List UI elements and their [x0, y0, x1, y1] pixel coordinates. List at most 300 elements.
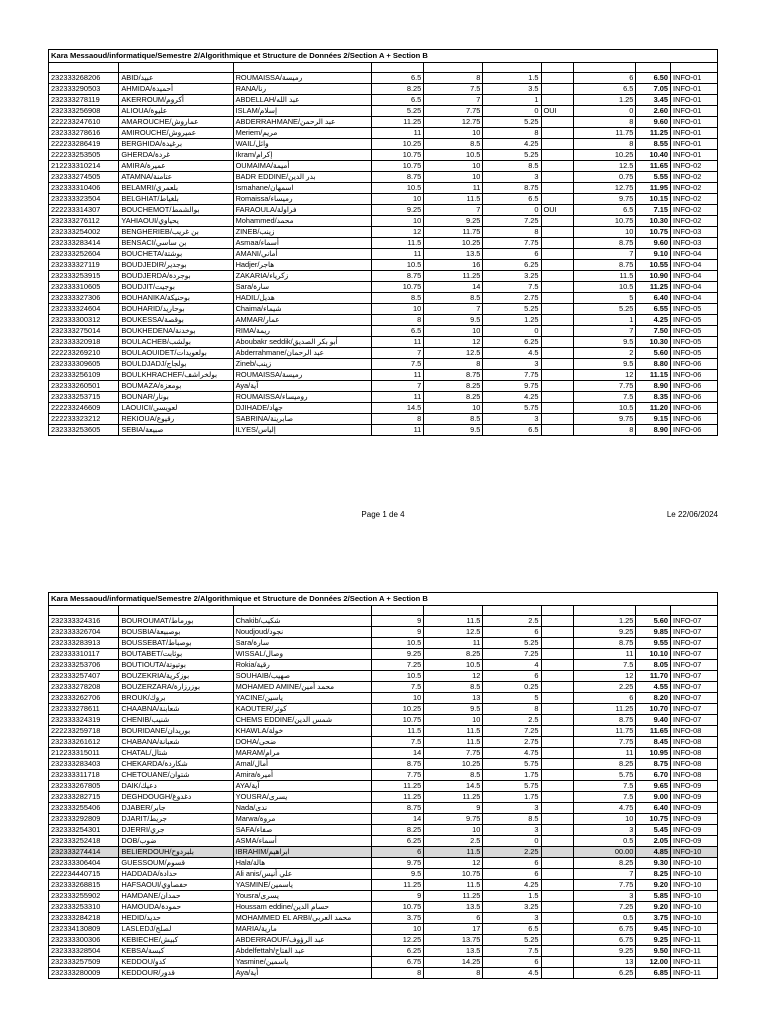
cell-final-average: 9.60 [636, 238, 671, 249]
cell-score-1: 10.25 [372, 704, 424, 715]
cell-score-4: 6.75 [574, 935, 636, 946]
cell-score-2: 10 [424, 715, 483, 726]
cell-score-2: 9.75 [424, 814, 483, 825]
cell-flag [541, 117, 574, 128]
cell-student-id: 212233310214 [49, 161, 119, 172]
cell-student-id: 222233246609 [49, 403, 119, 414]
cell-score-2: 9.5 [424, 315, 483, 326]
cell-score-4: 7.75 [574, 737, 636, 748]
cell-score-2: 8.25 [424, 392, 483, 403]
cell-flag [541, 139, 574, 150]
table-row [49, 627, 718, 638]
cell-score-2: 10.25 [424, 759, 483, 770]
cell-score-3: 0 [483, 106, 541, 117]
cell-final-average: 2.60 [636, 106, 671, 117]
cell-score-3: 7.75 [483, 238, 541, 249]
cell-first-name: Amal/أمال [233, 759, 372, 770]
cell-first-name: ROUMAISSA/رميسة [233, 73, 372, 84]
cell-last-name: BOUHARID/بوحاريد [119, 304, 233, 315]
cell-group: INFO-07 [671, 627, 718, 638]
cell-score-4: 6.75 [574, 924, 636, 935]
table-row [49, 106, 718, 117]
cell-last-name: CHATAL/شتال [119, 748, 233, 759]
cell-score-3: 5.25 [483, 935, 541, 946]
cell-last-name: BELGHIAT/بلغياط [119, 194, 233, 205]
cell-score-2: 13.5 [424, 249, 483, 260]
cell-final-average: 7.50 [636, 326, 671, 337]
cell-flag [541, 726, 574, 737]
cell-score-3: 0 [483, 326, 541, 337]
cell-student-id: 232333327119 [49, 260, 119, 271]
cell-flag [541, 660, 574, 671]
cell-last-name: KEDDOU/كدو [119, 957, 233, 968]
cell-score-4: 0.75 [574, 172, 636, 183]
cell-final-average: 9.55 [636, 638, 671, 649]
cell-first-name: Abderrahmane/عبد الرحمان [233, 348, 372, 359]
cell-last-name: CHETOUANE/شتوان [119, 770, 233, 781]
cell-score-1: 10.75 [372, 902, 424, 913]
cell-score-1: 11 [372, 337, 424, 348]
cell-score-3: 5 [483, 693, 541, 704]
cell-flag [541, 880, 574, 891]
cell-first-name: Amira/أميرة [233, 770, 372, 781]
cell-final-average: 8.90 [636, 425, 671, 436]
cell-score-2: 10 [424, 403, 483, 414]
cell-score-3: 1.5 [483, 891, 541, 902]
cell-flag [541, 183, 574, 194]
cell-score-3: 3 [483, 172, 541, 183]
cell-score-2: 8.25 [424, 381, 483, 392]
cell-score-3: 9.75 [483, 381, 541, 392]
cell-student-id: 222233323212 [49, 414, 119, 425]
cell-last-name: ABID/عبيد [119, 73, 233, 84]
table-row [49, 238, 718, 249]
cell-first-name: AMANI/أماني [233, 249, 372, 260]
cell-score-4: 8 [574, 425, 636, 436]
cell-score-2: 11.5 [424, 880, 483, 891]
cell-score-4: 12.5 [574, 161, 636, 172]
cell-flag [541, 337, 574, 348]
cell-first-name: RIMA/ريمة [233, 326, 372, 337]
table-row [49, 737, 718, 748]
cell-final-average: 8.45 [636, 737, 671, 748]
table-row [49, 715, 718, 726]
cell-score-1: 9 [372, 627, 424, 638]
cell-flag [541, 825, 574, 836]
cell-first-name: Aya/آية [233, 381, 372, 392]
cell-group: INFO-10 [671, 924, 718, 935]
cell-score-3: 6.25 [483, 260, 541, 271]
cell-score-3: 2.75 [483, 737, 541, 748]
cell-score-2: 12.5 [424, 627, 483, 638]
cell-score-3: 6 [483, 869, 541, 880]
cell-group: INFO-07 [671, 660, 718, 671]
cell-score-1: 10.5 [372, 638, 424, 649]
cell-score-3: 2.5 [483, 715, 541, 726]
cell-score-1: 5.25 [372, 106, 424, 117]
cell-group: INFO-10 [671, 902, 718, 913]
cell-last-name: ALIOUA/عليوة [119, 106, 233, 117]
table-row [49, 726, 718, 737]
cell-first-name: YASMINE/ياسمين [233, 880, 372, 891]
cell-student-id: 232333252604 [49, 249, 119, 260]
cell-score-1: 8.75 [372, 172, 424, 183]
cell-last-name: REKIOUA/رقيوع [119, 414, 233, 425]
cell-student-id: 232333253310 [49, 902, 119, 913]
table-row [49, 693, 718, 704]
table-row [49, 205, 718, 216]
cell-flag [541, 128, 574, 139]
cell-score-4: 6 [574, 73, 636, 84]
cell-flag [541, 715, 574, 726]
cell-score-3: 5.25 [483, 304, 541, 315]
cell-student-id: 222233259718 [49, 726, 119, 737]
cell-score-1: 11 [372, 392, 424, 403]
cell-score-2: 8.25 [424, 649, 483, 660]
cell-score-3: 6.5 [483, 194, 541, 205]
cell-last-name: DJERRI/جري [119, 825, 233, 836]
cell-score-1: 11.5 [372, 238, 424, 249]
cell-first-name: WISSAL/وصال [233, 649, 372, 660]
cell-score-1: 7.5 [372, 737, 424, 748]
cell-student-id: 232333282715 [49, 792, 119, 803]
cell-final-average: 11.20 [636, 403, 671, 414]
cell-score-4: 6.5 [574, 84, 636, 95]
cell-final-average: 5.45 [636, 825, 671, 836]
cell-score-4: 11.5 [574, 271, 636, 282]
cell-score-4: 13 [574, 957, 636, 968]
cell-score-3: 3 [483, 414, 541, 425]
cell-score-1: 11.25 [372, 792, 424, 803]
cell-score-1: 8.25 [372, 825, 424, 836]
cell-flag [541, 359, 574, 370]
table-row [49, 271, 718, 282]
cell-group: INFO-05 [671, 304, 718, 315]
cell-student-id: 232333252418 [49, 836, 119, 847]
cell-score-3: 4.25 [483, 880, 541, 891]
cell-flag [541, 869, 574, 880]
cell-final-average: 8.90 [636, 381, 671, 392]
cell-score-3: 5.25 [483, 117, 541, 128]
table-row [49, 381, 718, 392]
cell-final-average: 11.65 [636, 161, 671, 172]
cell-score-4: 00.00 [574, 847, 636, 858]
cell-flag [541, 803, 574, 814]
cell-last-name: DAIK/دعيك [119, 781, 233, 792]
cell-first-name: Marwa/مروة [233, 814, 372, 825]
cell-flag [541, 935, 574, 946]
cell-final-average: 5.55 [636, 172, 671, 183]
cell-student-id: 232333284218 [49, 913, 119, 924]
cell-last-name: BOUCHEMOT/بوالشمط [119, 205, 233, 216]
cell-score-1: 10 [372, 693, 424, 704]
cell-score-1: 11.5 [372, 726, 424, 737]
cell-flag [541, 682, 574, 693]
cell-first-name: ROUMAISSA/روميساء [233, 392, 372, 403]
cell-score-4: 8.25 [574, 858, 636, 869]
cell-score-4: 9.25 [574, 946, 636, 957]
cell-last-name: BOUSBIA/بوصبيعة [119, 627, 233, 638]
cell-first-name: IBRAHIM/ابراهيم [233, 847, 372, 858]
cell-score-2: 13.5 [424, 902, 483, 913]
cell-flag [541, 227, 574, 238]
cell-score-4: 2 [574, 348, 636, 359]
cell-last-name: BOUSSEBAT/بوصباط [119, 638, 233, 649]
cell-score-1: 6.5 [372, 326, 424, 337]
cell-group: INFO-02 [671, 161, 718, 172]
cell-score-3: 5.75 [483, 759, 541, 770]
cell-student-id: 232333253706 [49, 660, 119, 671]
table-row [49, 792, 718, 803]
cell-score-2: 10.5 [424, 660, 483, 671]
cell-score-3: 6.5 [483, 924, 541, 935]
cell-final-average: 9.25 [636, 935, 671, 946]
cell-flag [541, 649, 574, 660]
cell-last-name: HAFSAOUI/حفصاوي [119, 880, 233, 891]
cell-student-id: 232333255902 [49, 891, 119, 902]
cell-score-2: 10.5 [424, 150, 483, 161]
cell-last-name: BOULDJADJ/بولجاج [119, 359, 233, 370]
table-row [49, 924, 718, 935]
cell-score-3: 5.75 [483, 403, 541, 414]
cell-group: INFO-09 [671, 825, 718, 836]
cell-final-average: 9.00 [636, 792, 671, 803]
cell-group: INFO-08 [671, 726, 718, 737]
cell-score-2: 12.75 [424, 117, 483, 128]
cell-first-name: Yasmine/ياسمين [233, 957, 372, 968]
cell-first-name: Asmaa/أسماء [233, 238, 372, 249]
cell-score-2: 8 [424, 968, 483, 979]
cell-student-id: 232333327306 [49, 293, 119, 304]
cell-score-2: 10 [424, 172, 483, 183]
cell-score-2: 16 [424, 260, 483, 271]
cell-score-3: 8.5 [483, 814, 541, 825]
cell-first-name: ABDERRAOUF/عبد الرؤوف [233, 935, 372, 946]
cell-final-average: 9.45 [636, 924, 671, 935]
cell-last-name: BOUZERZARA/بوزرزارة [119, 682, 233, 693]
cell-score-4: 7.5 [574, 781, 636, 792]
cell-last-name: DEGHDOUGH/دغدوغ [119, 792, 233, 803]
cell-group: INFO-10 [671, 858, 718, 869]
cell-last-name: BOURIDANE/بوريدان [119, 726, 233, 737]
cell-first-name: Romaissa/رميساء [233, 194, 372, 205]
cell-group: INFO-02 [671, 183, 718, 194]
print-date: Le 22/06/2024 [666, 510, 718, 519]
cell-final-average: 8.55 [636, 139, 671, 150]
cell-final-average: 10.70 [636, 704, 671, 715]
cell-score-4: 10.5 [574, 403, 636, 414]
cell-flag [541, 957, 574, 968]
cell-score-3: 2.25 [483, 847, 541, 858]
table-row [49, 293, 718, 304]
cell-score-3: 2.5 [483, 616, 541, 627]
cell-last-name: HADDADA/حدادة [119, 869, 233, 880]
cell-score-2: 11.5 [424, 726, 483, 737]
cell-score-2: 9 [424, 803, 483, 814]
cell-first-name: Hala/هالة [233, 858, 372, 869]
cell-flag [541, 326, 574, 337]
cell-first-name: DJIHADE/جهاد [233, 403, 372, 414]
cell-score-3: 6 [483, 249, 541, 260]
cell-score-3: 1.75 [483, 792, 541, 803]
cell-first-name: ZINEB/زينب [233, 227, 372, 238]
cell-score-2: 11.25 [424, 271, 483, 282]
cell-student-id: 232333267805 [49, 781, 119, 792]
cell-score-1: 6.25 [372, 836, 424, 847]
cell-flag [541, 370, 574, 381]
cell-student-id: 222233314307 [49, 205, 119, 216]
cell-last-name: AMIRA/عميرة [119, 161, 233, 172]
cell-first-name: BADR EDDINE/بدر الدين [233, 172, 372, 183]
cell-score-2: 11.25 [424, 891, 483, 902]
cell-first-name: Mohammed/محمد [233, 216, 372, 227]
cell-last-name: BOUKESSA/بوقصة [119, 315, 233, 326]
cell-score-1: 14.5 [372, 403, 424, 414]
cell-last-name: BOUDJIT/بوجيت [119, 282, 233, 293]
cell-student-id: 232333256109 [49, 370, 119, 381]
cell-score-4: 10.5 [574, 282, 636, 293]
cell-score-4: 10.25 [574, 150, 636, 161]
cell-flag [541, 249, 574, 260]
cell-score-1: 10.75 [372, 282, 424, 293]
table-row [49, 183, 718, 194]
cell-score-1: 6.5 [372, 73, 424, 84]
cell-group: INFO-02 [671, 205, 718, 216]
cell-first-name: WAIL/وائل [233, 139, 372, 150]
table-row [49, 161, 718, 172]
table-row [49, 682, 718, 693]
table-row [49, 946, 718, 957]
cell-score-3: 3 [483, 359, 541, 370]
table-row [49, 781, 718, 792]
cell-final-average: 10.75 [636, 814, 671, 825]
cell-score-3: 6.5 [483, 425, 541, 436]
cell-first-name: KHAWLA/خولة [233, 726, 372, 737]
cell-final-average: 9.50 [636, 946, 671, 957]
cell-student-id: 232333260501 [49, 381, 119, 392]
cell-score-1: 7 [372, 381, 424, 392]
cell-group: INFO-06 [671, 392, 718, 403]
cell-score-4: 6 [574, 693, 636, 704]
cell-score-2: 14 [424, 282, 483, 293]
cell-score-4: 12 [574, 671, 636, 682]
cell-flag [541, 836, 574, 847]
cell-student-id: 232333290503 [49, 84, 119, 95]
cell-flag [541, 172, 574, 183]
cell-score-1: 6.75 [372, 957, 424, 968]
cell-student-id: 232333276112 [49, 216, 119, 227]
cell-flag [541, 858, 574, 869]
cell-score-4: 7.25 [574, 902, 636, 913]
cell-first-name: FARAOULA/فراولة [233, 205, 372, 216]
cell-student-id: 232333323504 [49, 194, 119, 205]
cell-flag [541, 627, 574, 638]
cell-score-4: 8 [574, 117, 636, 128]
cell-group: INFO-11 [671, 946, 718, 957]
cell-flag [541, 902, 574, 913]
cell-student-id: 232333253915 [49, 271, 119, 282]
cell-score-1: 10.5 [372, 671, 424, 682]
cell-group: INFO-04 [671, 260, 718, 271]
cell-score-3: 8.5 [483, 161, 541, 172]
cell-score-4: 5 [574, 293, 636, 304]
cell-score-1: 11 [372, 249, 424, 260]
cell-score-1: 9.75 [372, 858, 424, 869]
page-1-table [48, 49, 718, 436]
cell-score-2: 12 [424, 671, 483, 682]
cell-final-average: 5.85 [636, 891, 671, 902]
cell-group: INFO-11 [671, 968, 718, 979]
cell-score-2: 11.5 [424, 194, 483, 205]
cell-score-4: 8 [574, 139, 636, 150]
cell-last-name: LASLEDJ/لصلج [119, 924, 233, 935]
cell-score-3: 3.25 [483, 902, 541, 913]
cell-student-id: 232333292809 [49, 814, 119, 825]
cell-final-average: 10.10 [636, 649, 671, 660]
cell-student-id: 232333324604 [49, 304, 119, 315]
cell-score-2: 13.5 [424, 946, 483, 957]
cell-student-id: 232333257407 [49, 671, 119, 682]
table-row [49, 73, 718, 84]
cell-first-name: MOHAMMED EL ARBI/محمد العربي [233, 913, 372, 924]
cell-student-id: 232333274414 [49, 847, 119, 858]
cell-score-2: 8.75 [424, 370, 483, 381]
cell-first-name: SABRINA/صابرينة [233, 414, 372, 425]
cell-student-id: 232333311718 [49, 770, 119, 781]
cell-score-3: 7.25 [483, 726, 541, 737]
cell-last-name: GUESSOUM/قسوم [119, 858, 233, 869]
cell-student-id: 222233286419 [49, 139, 119, 150]
cell-group: INFO-01 [671, 95, 718, 106]
cell-score-3: 6.25 [483, 337, 541, 348]
cell-group: INFO-06 [671, 425, 718, 436]
cell-score-4: 12.75 [574, 183, 636, 194]
cell-final-average: 10.75 [636, 227, 671, 238]
cell-score-1: 6.25 [372, 946, 424, 957]
cell-flag [541, 671, 574, 682]
cell-group: INFO-06 [671, 403, 718, 414]
cell-first-name: Nada/ندى [233, 803, 372, 814]
cell-last-name: BELAMRI/بلعمري [119, 183, 233, 194]
cell-group: INFO-08 [671, 759, 718, 770]
cell-student-id: 232333306404 [49, 858, 119, 869]
cell-final-average: 8.35 [636, 392, 671, 403]
table-row [49, 902, 718, 913]
cell-score-3: 0 [483, 205, 541, 216]
cell-score-1: 8.25 [372, 84, 424, 95]
cell-group: INFO-07 [671, 704, 718, 715]
table-row [49, 304, 718, 315]
sheet-title: Kara Messaoud/informatique/Semestre 2/Algorithmique et Structure de Données 2/Section A + Section B [49, 50, 718, 63]
table-row [49, 95, 718, 106]
cell-score-1: 10.75 [372, 715, 424, 726]
cell-student-id: 232333274505 [49, 172, 119, 183]
cell-score-2: 12.5 [424, 348, 483, 359]
cell-final-average: 6.50 [636, 73, 671, 84]
cell-last-name: BOULAOUIDET/بولعويدات [119, 348, 233, 359]
table-row [49, 249, 718, 260]
cell-score-1: 9.25 [372, 649, 424, 660]
cell-first-name: YOUSRA/يسرى [233, 792, 372, 803]
cell-first-name: SAFA/صفاء [233, 825, 372, 836]
cell-score-3: 6 [483, 671, 541, 682]
cell-score-1: 10.5 [372, 260, 424, 271]
cell-score-4: 7.5 [574, 392, 636, 403]
cell-score-4: 11 [574, 649, 636, 660]
cell-group: INFO-02 [671, 216, 718, 227]
cell-first-name: ROUMAISSA/رميسة [233, 370, 372, 381]
cell-flag [541, 315, 574, 326]
